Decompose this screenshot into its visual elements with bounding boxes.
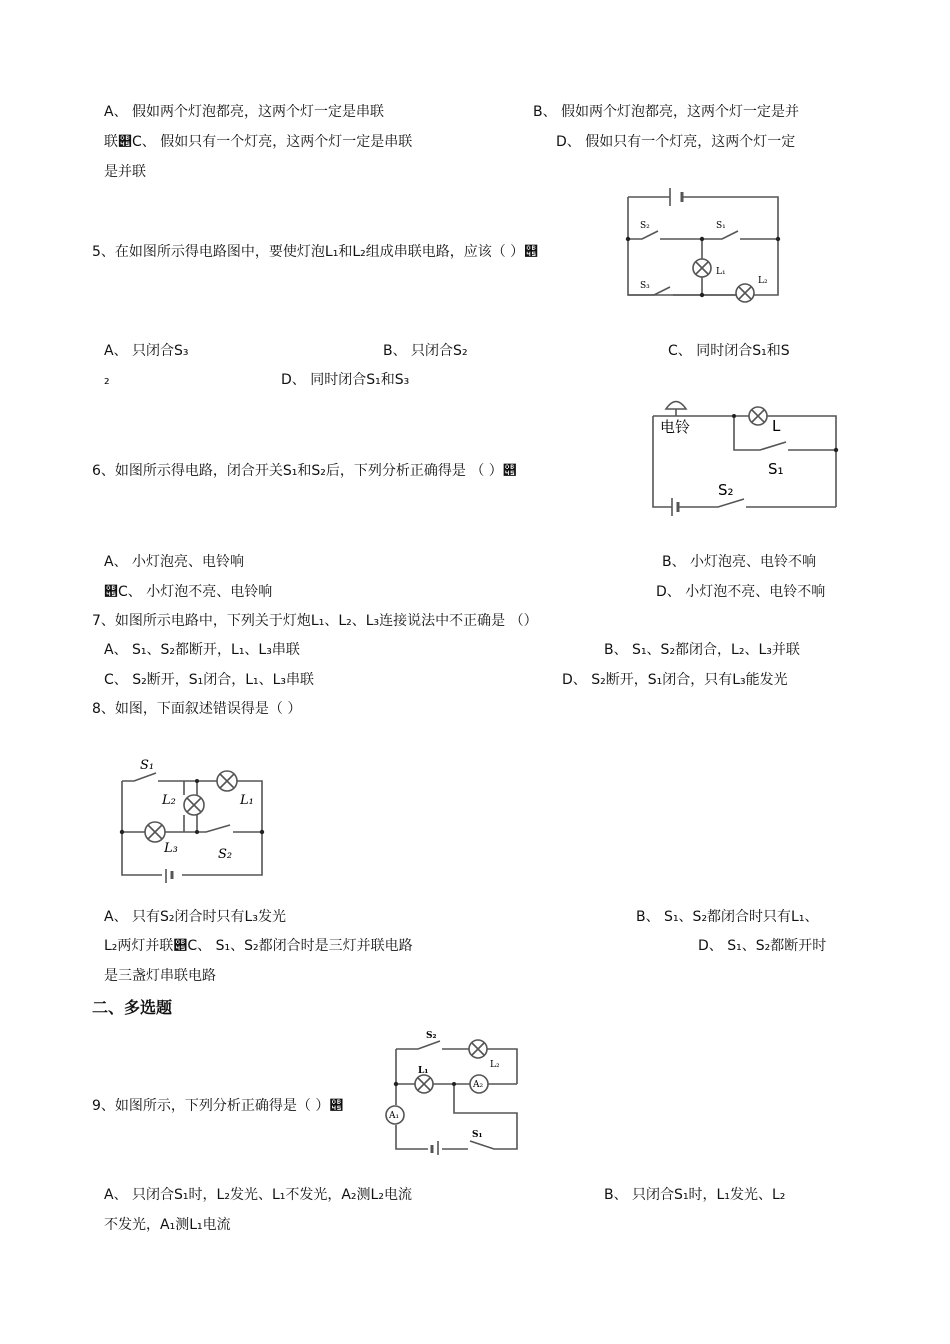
q8-fig-l1-label: L₁ [240, 793, 254, 808]
q9-circuit-diagram [382, 1025, 522, 1155]
q6-fig-s2-label: S₂ [718, 481, 734, 499]
q9-fig-a2-label: A₂ [473, 1080, 484, 1090]
q6-circuit-diagram [648, 392, 848, 522]
q5-fig-s2-label: S₂ [640, 221, 650, 231]
q5-option-a: A、 只闭合S₃ [104, 343, 189, 359]
q7-option-c: C、 S₂断开，S₁闭合，L₁、L₃串联 [104, 672, 315, 688]
q8-option-b: B、 S₁、S₂都闭合时只有L₁、 [636, 909, 819, 925]
q8-option-d-cont: 是三盏灯串联电路 [104, 968, 216, 984]
q8-fig-s1-label: S₁ [140, 758, 155, 773]
q5-fig-s3-label: S₃ [640, 281, 650, 291]
q8-option-a: A、 只有S₂闭合时只有L₃发光 [104, 909, 286, 925]
q6-option-c: ୅C、 小灯泡不亮、电铃响 [104, 584, 273, 600]
q8-stem: 8、如图，下面叙述错误得是（ ） [92, 701, 302, 717]
q9-option-a: A、 只闭合S₁时，L₂发光、L₁不发光，A₂测L₂电流 [104, 1187, 412, 1203]
q4-option-c: 联୅C、 假如只有一个灯亮，这两个灯一定是串联 [104, 134, 413, 150]
q9-fig-l2-label: L₂ [490, 1060, 500, 1070]
q9-option-b: B、 只闭合S₁时，L₁发光、L₂ [604, 1187, 786, 1203]
q5-option-b: B、 只闭合S₂ [383, 343, 468, 359]
q9-fig-a1-label: A₁ [389, 1111, 400, 1121]
q9-fig-l1-label: L₁ [418, 1066, 429, 1076]
q6-fig-s1-label: S₁ [768, 460, 784, 478]
q5-fig-l2-label: L₂ [758, 276, 768, 286]
q6-fig-bell-label: 电铃 [660, 418, 691, 436]
q8-fig-l3-label: L₃ [164, 841, 178, 856]
q8-circuit-diagram [112, 755, 272, 890]
q5-option-c-cont: ₂ [104, 372, 110, 388]
q5-fig-l1-label: L₁ [716, 267, 726, 277]
q5-option-c: C、 同时闭合S₁和S [668, 343, 790, 359]
q8-fig-s2-label: S₂ [218, 847, 233, 862]
q9-fig-s2-label: S₂ [426, 1031, 437, 1041]
q4-option-b: B、 假如两个灯泡都亮，这两个灯一定是并 [533, 104, 800, 120]
q8-fig-l2-label: L₂ [162, 793, 176, 808]
q9-option-b-cont: 不发光，A₁测L₁电流 [104, 1217, 231, 1233]
q7-option-a: A、 S₁、S₂都断开，L₁、L₃串联 [104, 642, 300, 658]
q6-fig-lamp-label: L [772, 417, 781, 435]
q4-option-d-cont: 是并联 [104, 164, 146, 180]
q4-option-d: D、 假如只有一个灯亮，这两个灯一定 [556, 134, 796, 150]
q7-option-b: B、 S₁、S₂都闭合，L₂、L₃并联 [604, 642, 800, 658]
q7-stem: 7、如图所示电路中，下列关于灯炮L₁、L₂、L₃连接说法中不正确是 （） [92, 613, 538, 629]
q5-fig-s1-label: S₁ [716, 221, 726, 231]
q6-option-a: A、 小灯泡亮、电铃响 [104, 554, 245, 570]
q6-option-d: D、 小灯泡不亮、电铃不响 [656, 584, 826, 600]
q5-circuit-diagram [618, 182, 788, 304]
q6-option-b: B、 小灯泡亮、电铃不响 [662, 554, 817, 570]
q4-option-a: A、 假如两个灯泡都亮，这两个灯一定是串联 [104, 104, 385, 120]
section-title: 二、多选题 [92, 998, 173, 1017]
q6-stem: 6、如图所示得电路，闭合开关S₁和S₂后，下列分析正确得是 （ ）୅ [92, 463, 517, 479]
q5-stem: 5、在如图所示得电路图中，要使灯泡L₁和L₂组成串联电路，应该（ ）୅ [92, 244, 539, 260]
q9-fig-s1-label: S₁ [472, 1130, 483, 1140]
q8-option-d: D、 S₁、S₂都断开时 [698, 938, 827, 954]
q8-option-c: L₂两灯并联୅C、 S₁、S₂都闭合时是三灯并联电路 [104, 938, 413, 954]
q7-option-d: D、 S₂断开，S₁闭合，只有L₃能发光 [562, 672, 788, 688]
q9-stem: 9、如图所示，下列分析正确得是（ ）୅ [92, 1098, 344, 1114]
q5-option-d: D、 同时闭合S₁和S₃ [281, 372, 410, 388]
